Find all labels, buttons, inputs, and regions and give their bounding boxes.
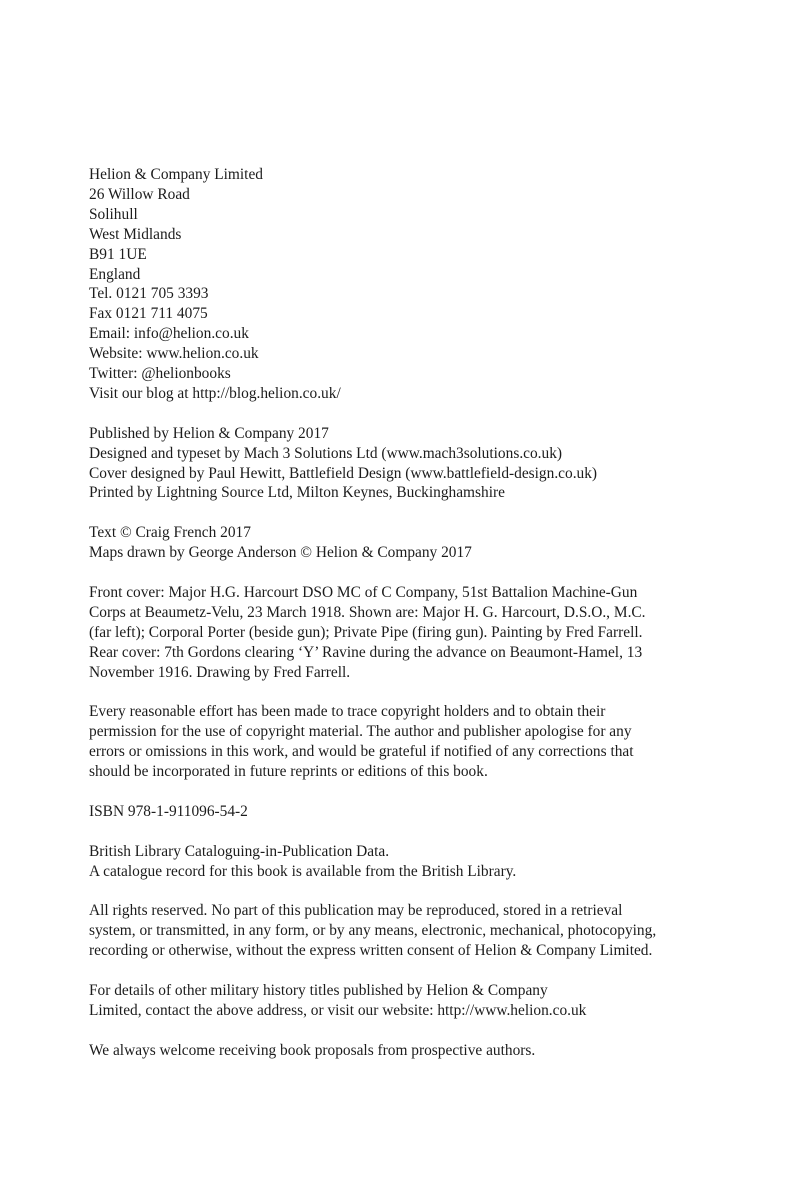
effort-line: permission for the use of copyright material. The author and publisher apologise for any [89,723,632,741]
cataloguing-line: British Library Cataloguing-in-Publication Data. [89,842,390,860]
cover-credit-line: November 1916. Drawing by Fred Farrell. [89,663,351,681]
effort-notice [89,702,769,782]
effort-line: Every reasonable effort has been made to trace copyright holders and to obtain their [89,703,606,721]
effort-line: should be incorporated in future reprints or editions of this book. [89,763,488,781]
publisher-address [89,165,769,404]
website-line: Website: www.helion.co.uk [89,345,259,363]
rights-line: system, or transmitted, in any form, or by any means, electronic, mechanical, photocopying, [89,922,657,940]
proposals-line: We always welcome receiving book proposals from prospective authors. [89,1041,536,1059]
copyright-line: Maps drawn by George Anderson © Helion & Company 2017 [89,544,472,562]
address-line: West Midlands [89,225,182,243]
publishing-line: Printed by Lightning Source Ltd, Milton Keynes, Buckinghamshire [89,484,505,502]
copyright-page [89,165,769,1081]
rights-line: recording or otherwise, without the express written consent of Helion & Company Limited. [89,942,653,960]
rights-reserved [89,901,769,961]
blog-line: Visit our blog at http://blog.helion.co.uk/ [89,384,341,402]
cover-credit-line: Front cover: Major H.G. Harcourt DSO MC of C Company, 51st Battalion Machine-Gun [89,583,638,601]
publishing-line: Published by Helion & Company 2017 [89,424,329,442]
cover-credit-line: Corps at Beaumetz-Velu, 23 March 1918. Shown are: Major H. G. Harcourt, D.S.O., M.C. [89,603,646,621]
address-line: 26 Willow Road [89,185,190,203]
effort-line: errors or omissions in this work, and would be grateful if notified of any corrections that [89,743,634,761]
copyright-notice [89,523,769,563]
publishing-credits [89,424,769,504]
publishing-line: Designed and typeset by Mach 3 Solutions Ltd (www.mach3solutions.co.uk) [89,444,563,462]
details-line: For details of other military history titles published by Helion & Company [89,982,548,1000]
cover-credit-line: Rear cover: 7th Gordons clearing ‘Y’ Ravine during the advance on Beaumont-Hamel, 13 [89,643,643,661]
copyright-line: Text © Craig French 2017 [89,524,251,542]
fax-line: Fax 0121 711 4075 [89,305,208,323]
cataloguing-line: A catalogue record for this book is available from the British Library. [89,862,517,880]
cover-credits [89,583,769,683]
details-line: Limited, contact the above address, or visit our website: http://www.helion.co.uk [89,1001,587,1019]
cataloguing-data [89,842,769,882]
isbn-line: ISBN 978-1-911096-54-2 [89,802,248,820]
twitter-line: Twitter: @helionbooks [89,365,231,383]
address-line: B91 1UE [89,245,147,263]
rights-line: All rights reserved. No part of this publication may be reproduced, stored in a retrieval [89,902,623,920]
email-line: Email: info@helion.co.uk [89,325,249,343]
isbn-block [89,802,769,822]
cover-credit-line: (far left); Corporal Porter (beside gun); Private Pipe (firing gun). Painting by Fred Farrell. [89,623,643,641]
address-line: England [89,265,141,283]
further-details [89,981,769,1021]
address-line: Helion & Company Limited [89,166,263,183]
publishing-line: Cover designed by Paul Hewitt, Battlefield Design (www.battlefield-design.co.uk) [89,464,598,482]
proposals-note [89,1041,769,1061]
telephone-line: Tel. 0121 705 3393 [89,285,209,303]
address-line: Solihull [89,205,138,223]
